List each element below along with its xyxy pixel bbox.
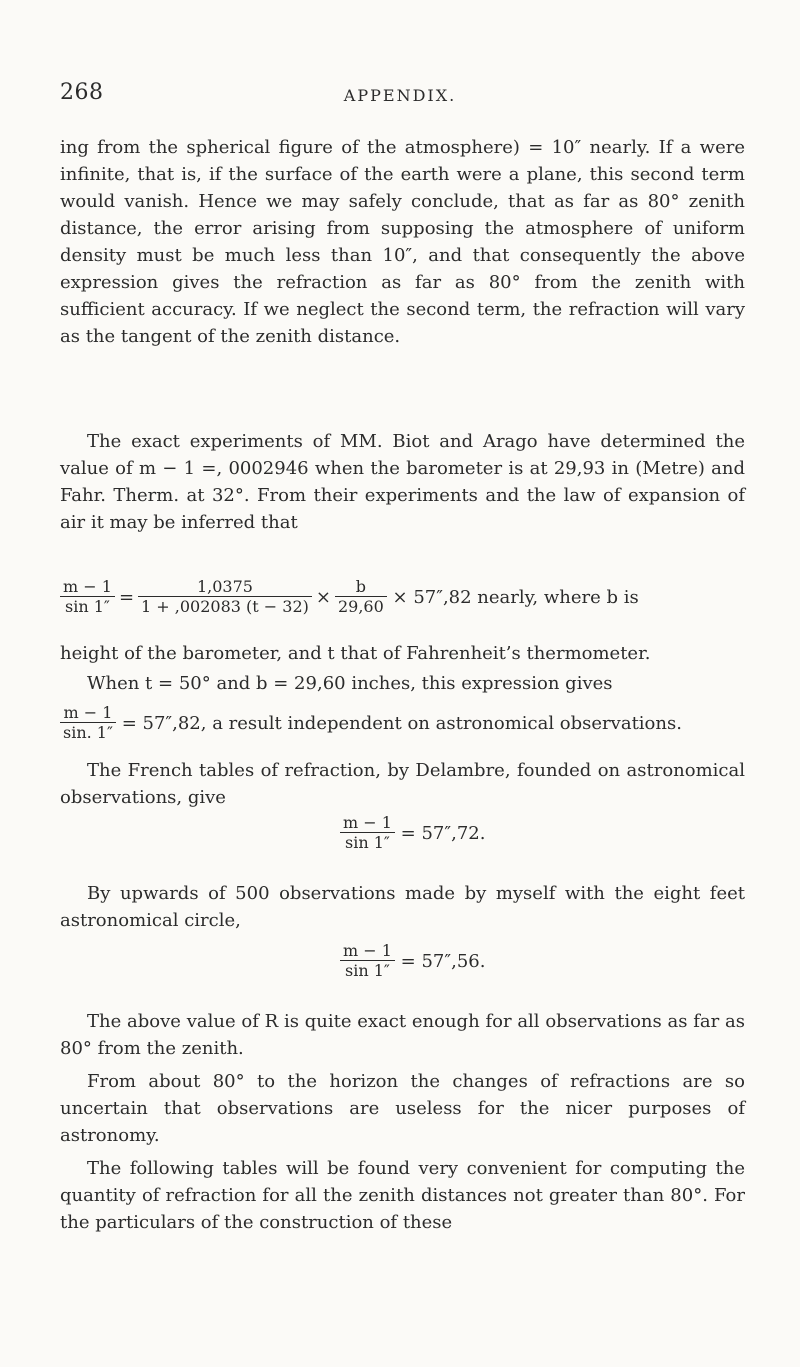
paragraph-french-tables: The French tables of refraction, by Delambre, founded on astronomical observations, give <box>60 760 745 808</box>
paragraph-value-of-r: The above value of R is quite exact enough for all observations as far as 80° from the zenith. <box>60 1011 745 1059</box>
equation-result-independent: $\frac{m - 1}{\sin. 1''}$ = 57″,82, a result independent on astronomical observations. <box>60 704 760 743</box>
equation-own-observations: $\frac{m - 1}{\sin 1''}$ = 57″,56. <box>340 942 485 981</box>
paragraph-height-barometer: height of the barometer, and t that of Fahrenheit’s thermometer. <box>60 643 651 664</box>
page-number: 268 <box>60 80 104 105</box>
paragraph-when-t: When t = 50° and b = 29,60 inches, this expression gives <box>87 673 613 694</box>
paragraph-observations: By upwards of 500 observations made by myself with the eight feet astronomical circle, <box>60 883 745 931</box>
paragraph-horizon: From about 80° to the horizon the changes of refractions are so uncertain that observations are useless for the nicer purposes of astronomy. <box>60 1071 745 1146</box>
equation-tail: × 57″,82 nearly, where b is <box>392 586 639 608</box>
equation-delambre: $\frac{m - 1}{\sin 1''}$ = 57″,72. <box>340 814 485 853</box>
paragraph-continuation: ing from the spherical figure of the atmosphere) = 10″ nearly. If a were infinite, that is, if the surface of the earth were a plane, this second term would vanish. Hence we may safely conclude, that as far as 80° zenith distance, the error arising from supposing the atmosphere of uniform density must be much less than 10″, and that consequently the above expression gives the refraction as far as 80° from the zenith with sufficient accuracy. If we neglect the second term, the refraction will vary as the tangent of the zenith distance. <box>60 137 745 347</box>
fraction-temperature: $\frac{1,0375}{1 + ,002083 (t - 32)}$ <box>138 578 312 617</box>
fraction-barometer: $\frac{b}{29,60}$ <box>335 578 387 617</box>
equation-refraction-formula: $\frac{m - 1}{\sin 1''}$ = $\frac{1,0375}{1 + ,002083 (t - 32)}$ × $\frac{b}{29,60}$ × 57″,82 nearly, where b is <box>60 578 760 617</box>
paragraph-following-tables: The following tables will be found very convenient for computing the quantity of refraction for all the zenith distances not greater than 80°. For the particulars of the construction of these <box>60 1158 745 1233</box>
paragraph-biot-arago: The exact experiments of MM. Biot and Arago have determined the value of m − 1 =, 0002946 when the barometer is at 29,93 in (Metre) and Fahr. Therm. at 32°. From their experiments and the law of expansion of air it may be inferred that <box>60 431 745 533</box>
running-head: APPENDIX. <box>343 86 457 105</box>
fraction-lhs: $\frac{m - 1}{\sin 1''}$ <box>60 578 115 617</box>
